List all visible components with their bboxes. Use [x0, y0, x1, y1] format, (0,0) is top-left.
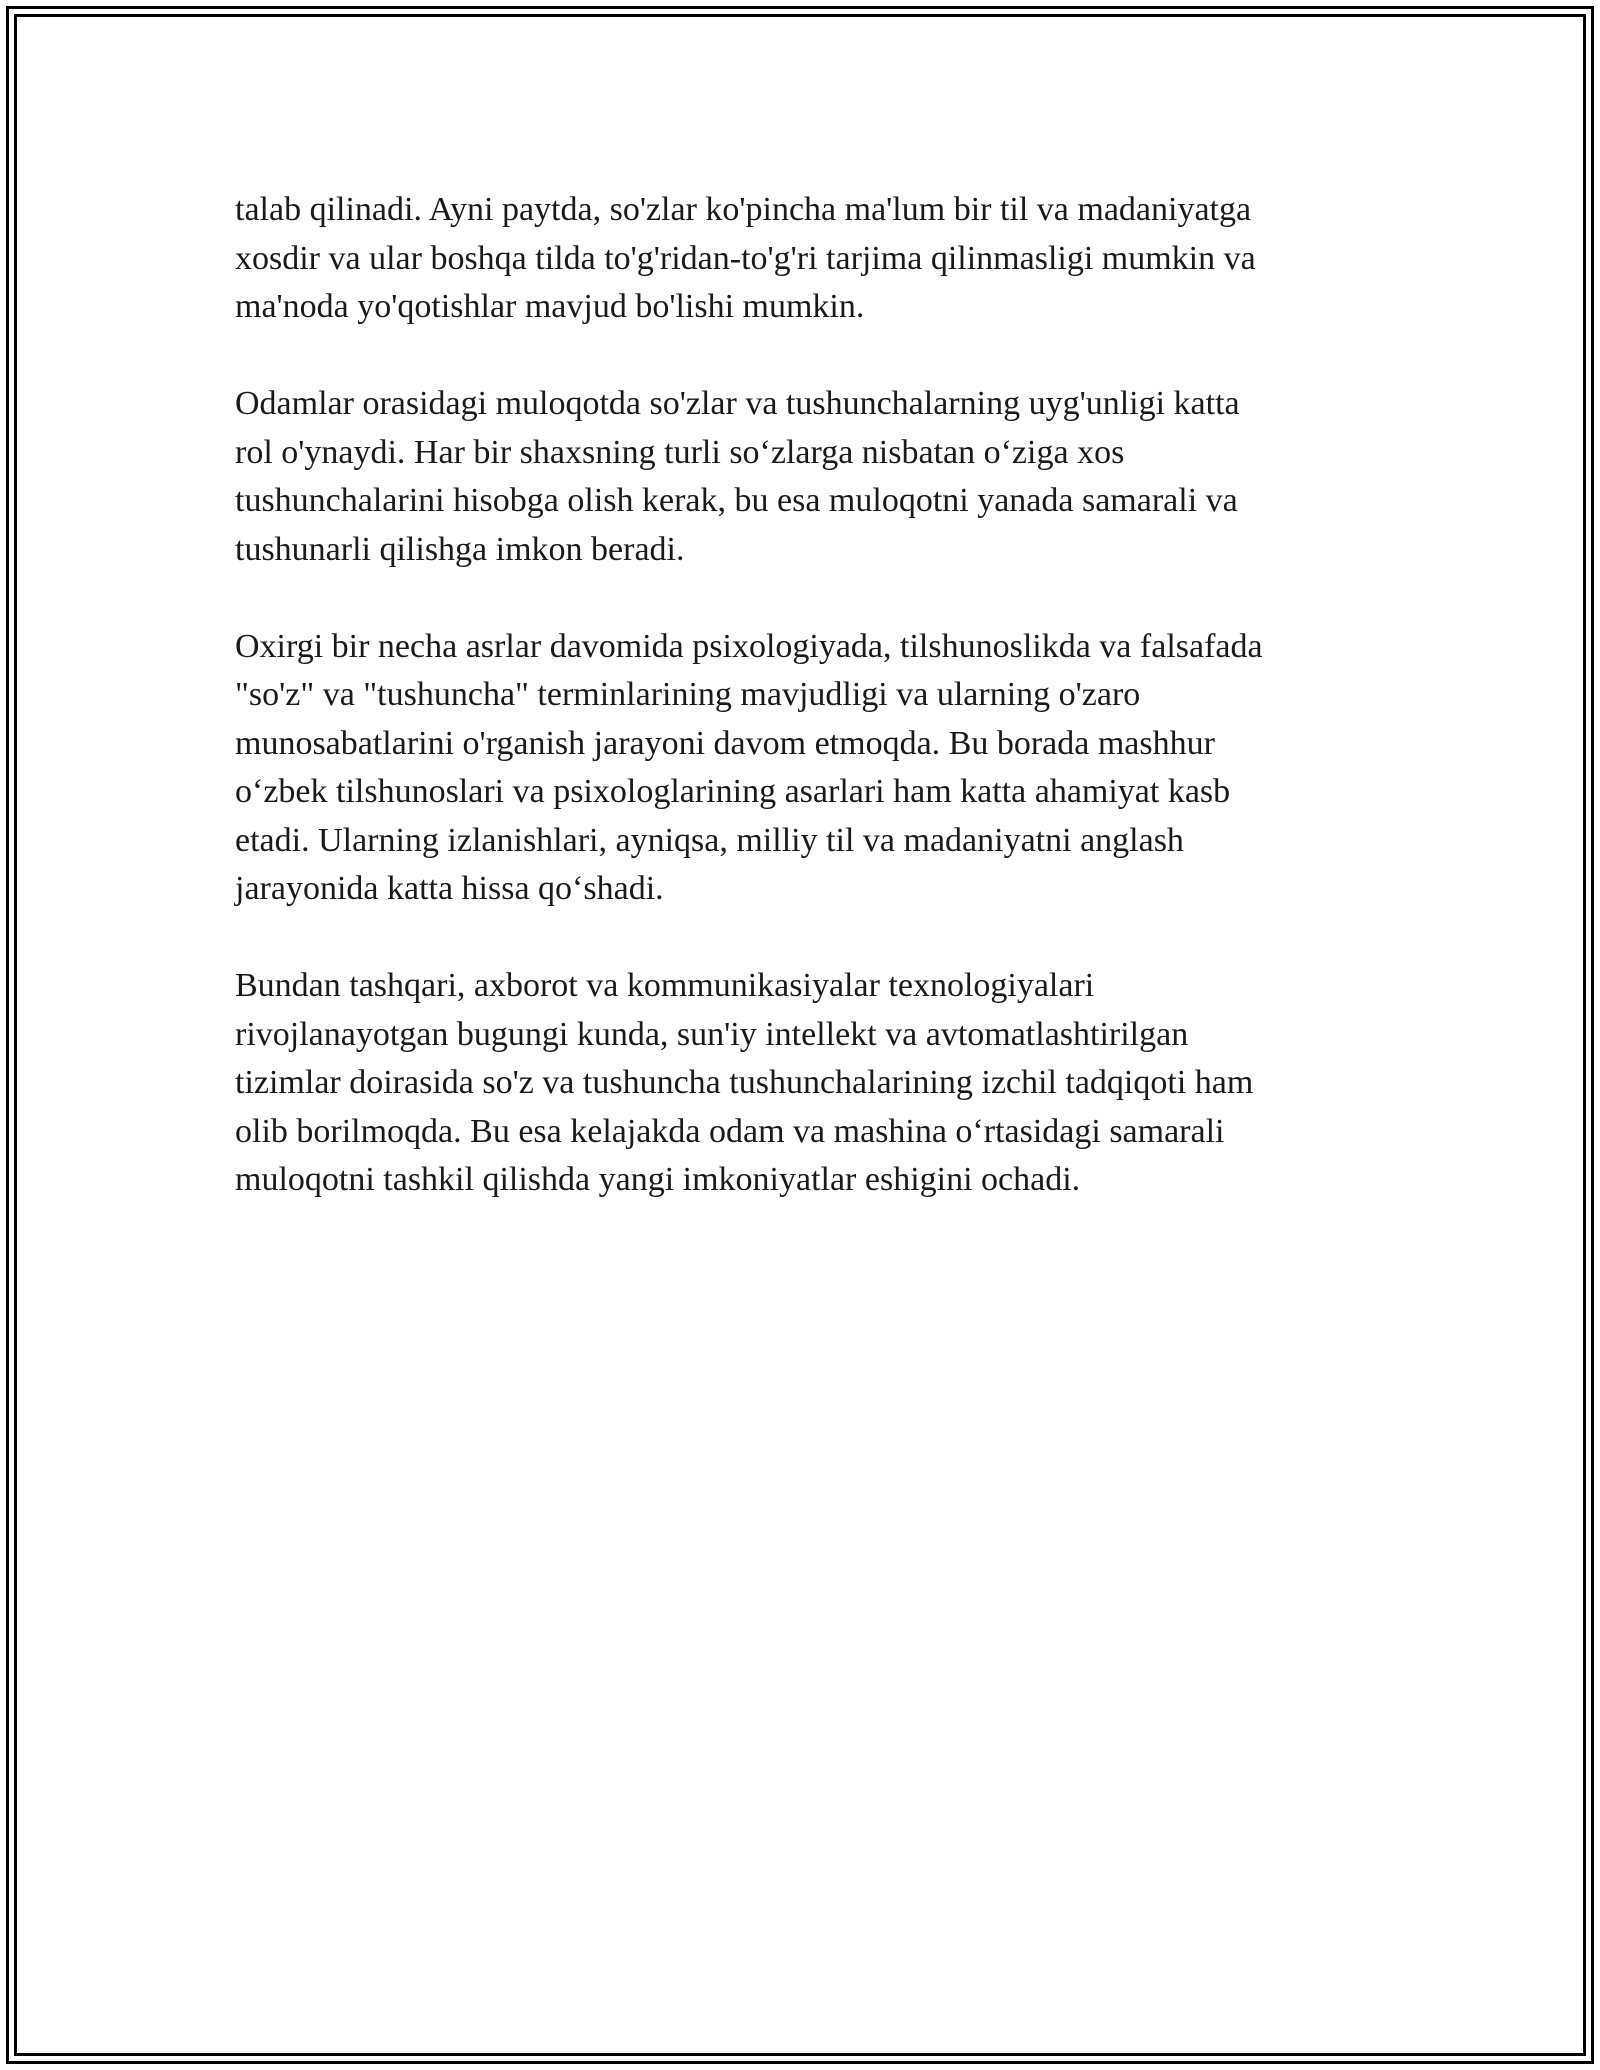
paragraph-line: olib borilmoqda. Bu esa kelajakda odam va mashina o‘rtasidagi samarali — [235, 1112, 1225, 1150]
paragraph-line: Odamlar orasidagi muloqotda so'zlar va tushunchalarning uyg'unligi katta — [235, 385, 1240, 422]
paragraph-line: etadi. Ularning izlanishlari, ayniqsa, milliy til va madaniyatni anglash — [235, 821, 1184, 859]
paragraph-line: rol o'ynaydi. Har bir shaxsning turli so‘zlarga nisbatan o‘ziga xos — [235, 433, 1125, 471]
paragraph-4 — [235, 962, 1365, 1205]
paragraph-line: tushunchalarini hisobga olish kerak, bu esa muloqotni yanada samarali va — [235, 482, 1238, 519]
paragraph-line: xosdir va ular boshqa tilda to'g'ridan-to'g'ri tarjima qilinmasligi mumkin va — [235, 239, 1256, 277]
paragraph-line: rivojlanayotgan bugungi kunda, sun'iy intellekt va avtomatlashtirilgan — [235, 1015, 1189, 1053]
paragraph-2 — [235, 380, 1365, 574]
document-body — [235, 186, 1365, 1253]
paragraph-line: muloqotni tashkil qilishda yangi imkoniyatlar eshigini ochadi. — [235, 1161, 1081, 1198]
paragraph-line: tushunarli qilishga imkon beradi. — [235, 530, 685, 568]
paragraph-line: ma'noda yo'qotishlar mavjud bo'lishi mumkin. — [235, 288, 865, 325]
paragraph-line: talab qilinadi. Ayni paytda, so'zlar ko'pincha ma'lum bir til va madaniyatga — [235, 191, 1252, 228]
paragraph-1 — [235, 186, 1365, 332]
paragraph-line: tizimlar doirasida so'z va tushuncha tushunchalarining izchil tadqiqoti ham — [235, 1064, 1254, 1101]
paragraph-line: munosabatlarini o'rganish jarayoni davom etmoqda. Bu borada mashhur — [235, 724, 1215, 762]
paragraph-line: "so'z" va "tushuncha" terminlarining mavjudligi va ularning o'zaro — [235, 676, 1141, 713]
paragraph-line: Bundan tashqari, axborot va kommunikasiyalar texnologiyalari — [235, 967, 1095, 1004]
paragraph-line: o‘zbek tilshunoslari va psixologlarining asarlari ham katta ahamiyat kasb — [235, 773, 1231, 810]
paragraph-line: jarayonida katta hissa qo‘shadi. — [235, 870, 664, 907]
paragraph-3 — [235, 623, 1365, 914]
paragraph-line: Oxirgi bir necha asrlar davomida psixologiyada, tilshunoslikda va falsafada — [235, 627, 1263, 665]
